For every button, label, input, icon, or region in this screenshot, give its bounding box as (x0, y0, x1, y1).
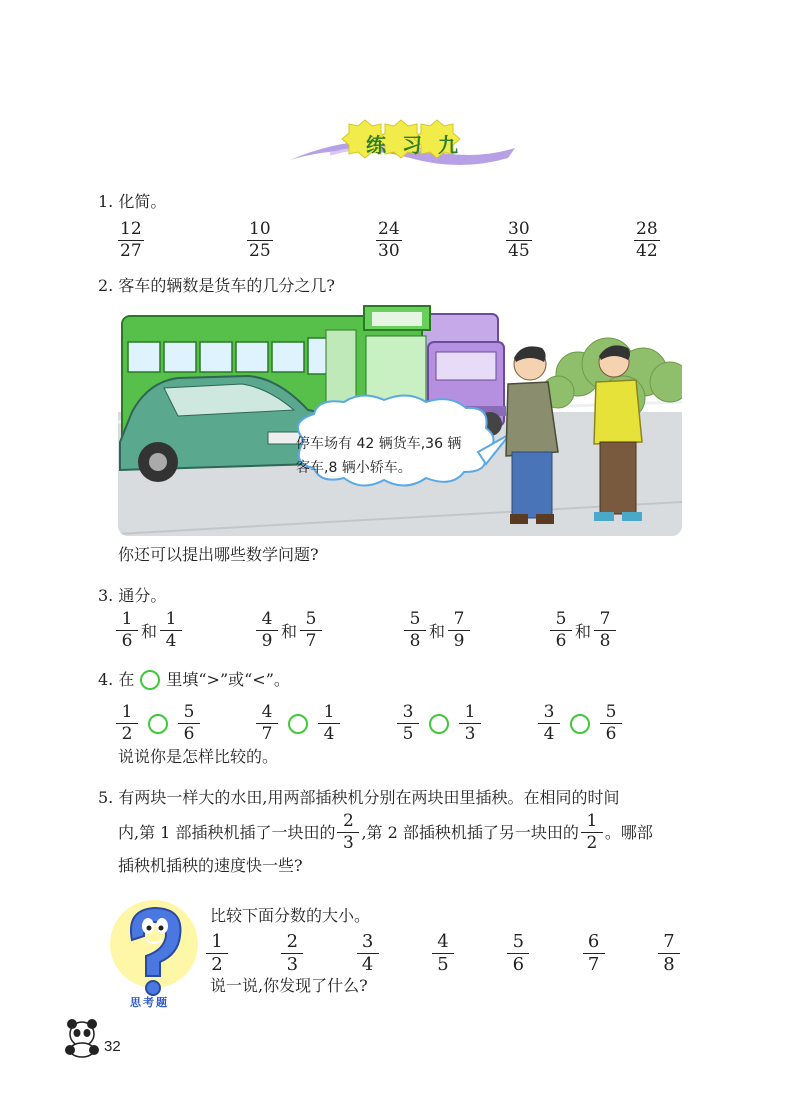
q3-pair-2: $\frac{4}{9}$ 和 $\frac{5}{7}$ (256, 610, 322, 651)
thinking-question-followup: 说一说,你发现了什么? (210, 976, 368, 995)
thinking-question-prompt: 比较下面分数的大小。 (210, 906, 371, 925)
think-fraction-6: $\frac{6}{7}$ (583, 932, 605, 975)
think-fraction-2: $\frac{2}{3}$ (281, 932, 303, 975)
answer-circle-1[interactable] (148, 714, 168, 734)
q1-fraction-2: $\frac{10}{25}$ (249, 219, 271, 261)
q3-pair-3: $\frac{5}{8}$ 和 $\frac{7}{9}$ (404, 610, 470, 651)
q4-compare-1: $\frac{1}{2}$ $\frac{5}{6}$ (116, 703, 200, 744)
answer-circle-2[interactable] (288, 714, 308, 734)
q3-pair-1: $\frac{1}{6}$ 和 $\frac{1}{4}$ (116, 610, 182, 651)
q3-pair-4: $\frac{5}{6}$ 和 $\frac{7}{8}$ (550, 610, 616, 651)
q4-label-prefix: 4. 在 (98, 670, 135, 689)
q5-fraction-1: $\frac{2}{3}$ (337, 812, 359, 853)
q4-followup: 说说你是怎样比较的。 (118, 747, 279, 766)
blank-circle-icon (140, 670, 160, 690)
answer-circle-4[interactable] (570, 714, 590, 734)
question-2-label: 2. 客车的辆数是货车的几分之几? (98, 276, 335, 295)
think-fraction-4: $\frac{4}{5}$ (432, 932, 454, 975)
page-title (347, 129, 477, 158)
question-5-line-3: 插秧机插秧的速度快一些? (118, 856, 303, 875)
title-char-1: 练 (366, 133, 386, 157)
answer-circle-3[interactable] (429, 714, 449, 734)
q1-fraction-3: $\frac{24}{30}$ (378, 219, 400, 261)
q4-compare-3: $\frac{3}{5}$ $\frac{1}{3}$ (397, 703, 481, 744)
q4-compare-4: $\frac{3}{4}$ $\frac{5}{6}$ (538, 703, 622, 744)
q5-text-c: 。哪部 (604, 822, 653, 842)
q1-fraction-4: $\frac{30}{45}$ (508, 219, 530, 261)
question-3-label: 3. 通分。 (98, 586, 167, 605)
lesson-title-banner (290, 110, 520, 180)
panda-icon (62, 1018, 102, 1058)
question-5-line-2 (118, 812, 653, 853)
q1-fraction-5: $\frac{28}{42}$ (636, 219, 658, 261)
think-fraction-1: $\frac{1}{2}$ (206, 932, 228, 975)
thinking-question-badge (108, 896, 200, 1010)
bubble-text-line-1: 停车场有 42 辆货车,36 辆 (296, 436, 462, 452)
q2-followup: 你还可以提出哪些数学问题? (118, 545, 319, 564)
page-number: 32 (104, 1038, 121, 1055)
question-1-label: 1. 化简。 (98, 192, 167, 211)
thinking-fractions-row (206, 932, 680, 975)
think-fraction-3: $\frac{3}{4}$ (357, 932, 379, 975)
q4-compare-2: $\frac{4}{7}$ $\frac{1}{4}$ (256, 703, 340, 744)
title-char-3: 九 (438, 133, 458, 157)
parking-lot-illustration (118, 302, 682, 536)
think-fraction-5: $\frac{5}{6}$ (507, 932, 529, 975)
bubble-text-line-2: 客车,8 辆小轿车。 (296, 460, 412, 476)
q4-label-suffix: 里填“>”或“<”。 (166, 670, 290, 689)
think-fraction-7: $\frac{7}{8}$ (658, 932, 680, 975)
question-4-label (98, 670, 290, 690)
q5-fraction-2: $\frac{1}{2}$ (581, 812, 603, 853)
thinking-question-label: 思考题 (130, 996, 169, 1009)
q5-text-a: 内,第 1 部插秧机插了一块田的 (118, 822, 336, 842)
q5-text-b: ,第 2 部插秧机插了另一块田的 (361, 822, 579, 842)
question-mark-mascot-icon (108, 896, 200, 1010)
q1-fraction-1: $\frac{12}{27}$ (120, 219, 142, 261)
title-char-2: 习 (402, 133, 422, 157)
question-5-line-1: 5. 有两块一样大的水田,用两部插秧机分别在两块田里插秧。在相同的时间 (98, 788, 620, 807)
